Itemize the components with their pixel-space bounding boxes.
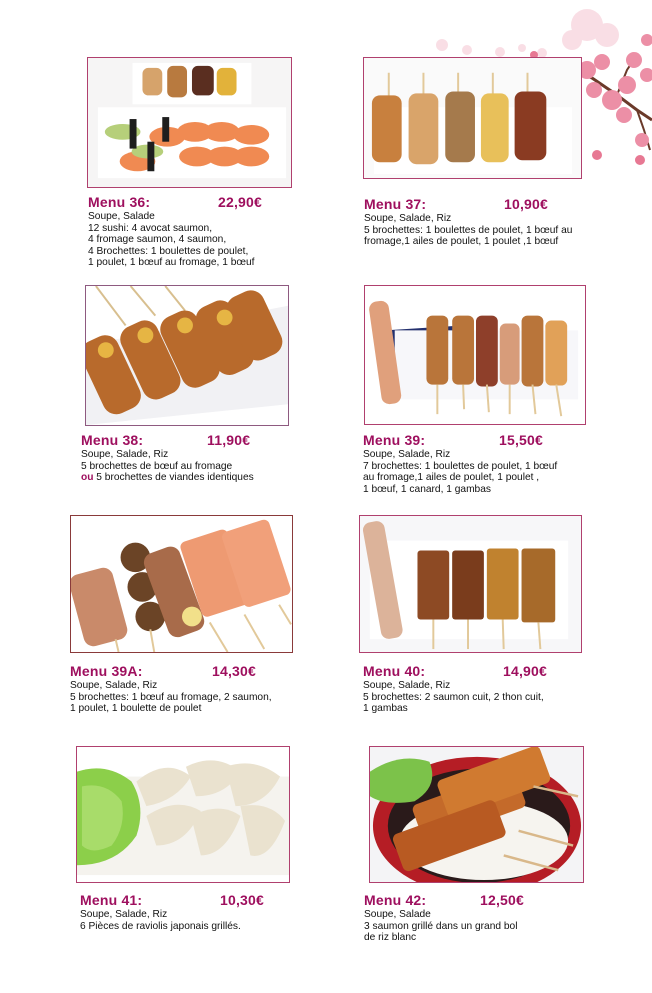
menu-line: 6 Pièces de raviolis japonais grillés. <box>80 920 241 932</box>
menu-line: 1 bœuf, 1 canard, 1 gambas <box>363 483 491 495</box>
menu-40-photo <box>359 515 582 653</box>
menu-38 <box>81 432 311 484</box>
menu-line: 4 fromage saumon, 4 saumon, <box>88 234 227 246</box>
menu-price: 12,50€ <box>480 892 525 908</box>
menu-price: 15,50€ <box>499 432 544 448</box>
menu-subtitle: Soupe, Salade, Riz <box>81 449 169 460</box>
menu-line: 4 Brochettes: 1 boulettes de poulet, <box>88 245 249 257</box>
menu-line: 5 brochettes de bœuf au fromage <box>81 460 233 472</box>
menu-line: de riz blanc <box>364 932 417 944</box>
menu-title: Menu 38: <box>81 432 144 448</box>
menu-line: 1 poulet, 1 boulette de poulet <box>70 703 202 715</box>
menu-price: 14,90€ <box>503 663 548 679</box>
menu-price: 10,90€ <box>504 196 549 212</box>
menu-42-photo <box>369 746 584 883</box>
menu-price: 11,90€ <box>207 432 251 448</box>
menu-price: 10,30€ <box>220 892 265 908</box>
menu-subtitle: Soupe, Salade, Riz <box>70 680 158 691</box>
menu-subtitle: Soupe, Salade, Riz <box>363 449 451 460</box>
menu-line: au fromage,1 ailes de poulet, 1 poulet , <box>363 472 540 484</box>
menu-41-photo <box>76 746 290 883</box>
menu-42 <box>364 892 594 944</box>
menu-41 <box>80 892 310 932</box>
menu-37 <box>364 196 594 248</box>
menu-title: Menu 41: <box>80 892 143 908</box>
menu-40 <box>363 663 598 715</box>
menu-line: 1 poulet, 1 bœuf au fromage, 1 bœuf <box>88 257 255 269</box>
menu-title: Menu 36: <box>88 194 151 210</box>
menu-39 <box>363 432 603 495</box>
menu-line: fromage,1 ailes de poulet, 1 poulet ,1 bœuf <box>364 236 559 248</box>
menu-line: 12 sushi: 4 avocat saumon, <box>88 222 213 234</box>
menu-title: Menu 42: <box>364 892 427 908</box>
menu-39a-photo <box>70 515 293 653</box>
menu-line: 7 brochettes: 1 boulettes de poulet, 1 bœuf <box>363 460 558 472</box>
menu-37-photo <box>363 57 582 179</box>
menu-title: Menu 39: <box>363 432 426 448</box>
menu-title: Menu 40: <box>363 663 426 679</box>
menu-38-photo <box>85 285 289 426</box>
menu-subtitle: Soupe, Salade, Riz <box>364 213 452 224</box>
menu-line: 5 brochettes de viandes identiques <box>93 472 254 484</box>
menu-title: Menu 39A: <box>70 663 143 679</box>
menu-alt-line <box>81 472 311 484</box>
menu-39a <box>70 663 315 715</box>
menu-line: 5 brochettes: 2 saumon cuit, 2 thon cuit, <box>363 691 544 703</box>
menu-36-photo <box>87 57 292 188</box>
menu-line: 3 saumon grillé dans un grand bol <box>364 920 518 932</box>
or-keyword: ou <box>81 472 94 484</box>
menu-subtitle: Soupe, Salade <box>88 211 155 222</box>
menu-line: 1 gambas <box>363 703 408 715</box>
menu-price: 14,30€ <box>212 663 257 679</box>
menu-subtitle: Soupe, Salade <box>364 909 431 920</box>
menu-39-photo <box>364 285 586 425</box>
menu-line: 5 brochettes: 1 boulettes de poulet, 1 bœuf au <box>364 224 573 236</box>
menu-price: 22,90€ <box>218 194 263 210</box>
menu-line: 5 brochettes: 1 bœuf au fromage, 2 saumon, <box>70 691 272 703</box>
menu-36 <box>88 194 288 269</box>
menu-subtitle: Soupe, Salade, Riz <box>363 680 451 691</box>
menu-subtitle: Soupe, Salade, Riz <box>80 909 168 920</box>
menu-title: Menu 37: <box>364 196 427 212</box>
